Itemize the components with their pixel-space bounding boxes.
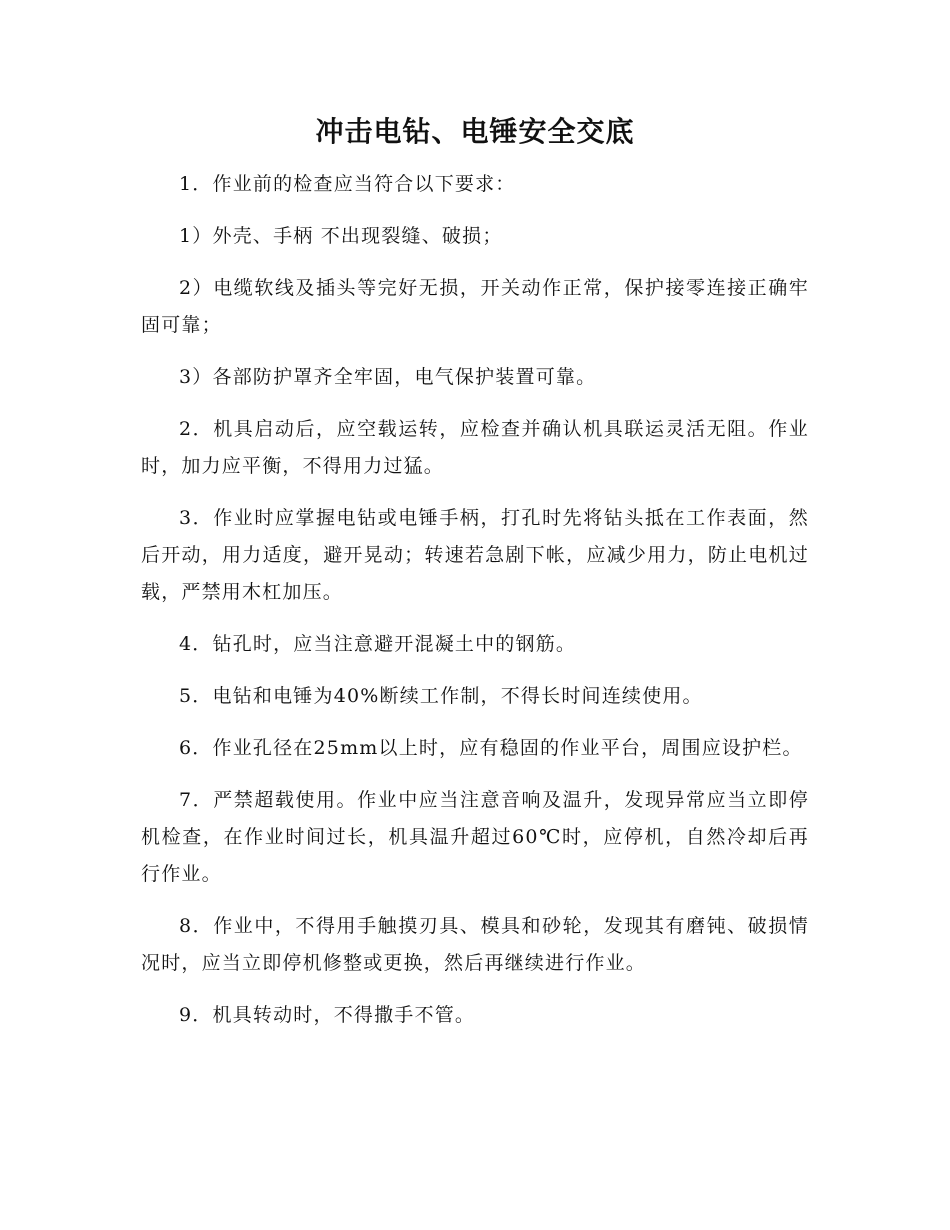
paragraph-2: 2．机具启动后，应空载运转，应检查并确认机具联运灵活无阻。作业时，加力应平衡，不得用力过猛。 — [141, 418, 809, 477]
paragraph-5: 5．电钻和电锤为40%断续工作制，不得长时间连续使用。 — [179, 685, 703, 707]
document-title: 冲击电钻、电锤安全交底 — [315, 115, 635, 148]
paragraph-7: 7．严禁超载使用。作业中应当注意音响及温升，发现异常应当立即停机检查，在作业时间过长，机具温升超过60℃时，应停机，自然冷却后再行作业。 — [141, 789, 809, 885]
paragraph-1-1: 1）外壳、手柄 不出现裂缝、破损； — [179, 225, 503, 247]
paragraph-1-3: 3）各部防护罩齐全牢固，电气保护装置可靠。 — [179, 366, 597, 388]
paragraph-8: 8．作业中，不得用手触摸刃具、模具和砂轮，发现其有磨钝、破损情况时，应当立即停机修整或更换，然后再继续进行作业。 — [141, 915, 809, 974]
paragraph-4: 4．钻孔时，应当注意避开混凝土中的钢筋。 — [179, 633, 577, 655]
paragraph-6: 6．作业孔径在25mm以上时，应有稳固的作业平台，周围应设护栏。 — [179, 737, 803, 759]
paragraph-9: 9．机具转动时，不得撒手不管。 — [179, 1004, 476, 1026]
paragraph-3: 3．作业时应掌握电钻或电锤手柄，打孔时先将钻头抵在工作表面，然后开动，用力适度，避开晃动；转速若急剧下帐，应减少用力，防止电机过载，严禁用木杠加压。 — [141, 507, 809, 603]
document-body — [141, 166, 809, 1049]
paragraph-1-header: 1．作业前的检查应当符合以下要求： — [179, 173, 516, 195]
paragraph-1-2: 2）电缆软线及插头等完好无损，开关动作正常，保护接零连接正确牢固可靠； — [141, 277, 809, 336]
